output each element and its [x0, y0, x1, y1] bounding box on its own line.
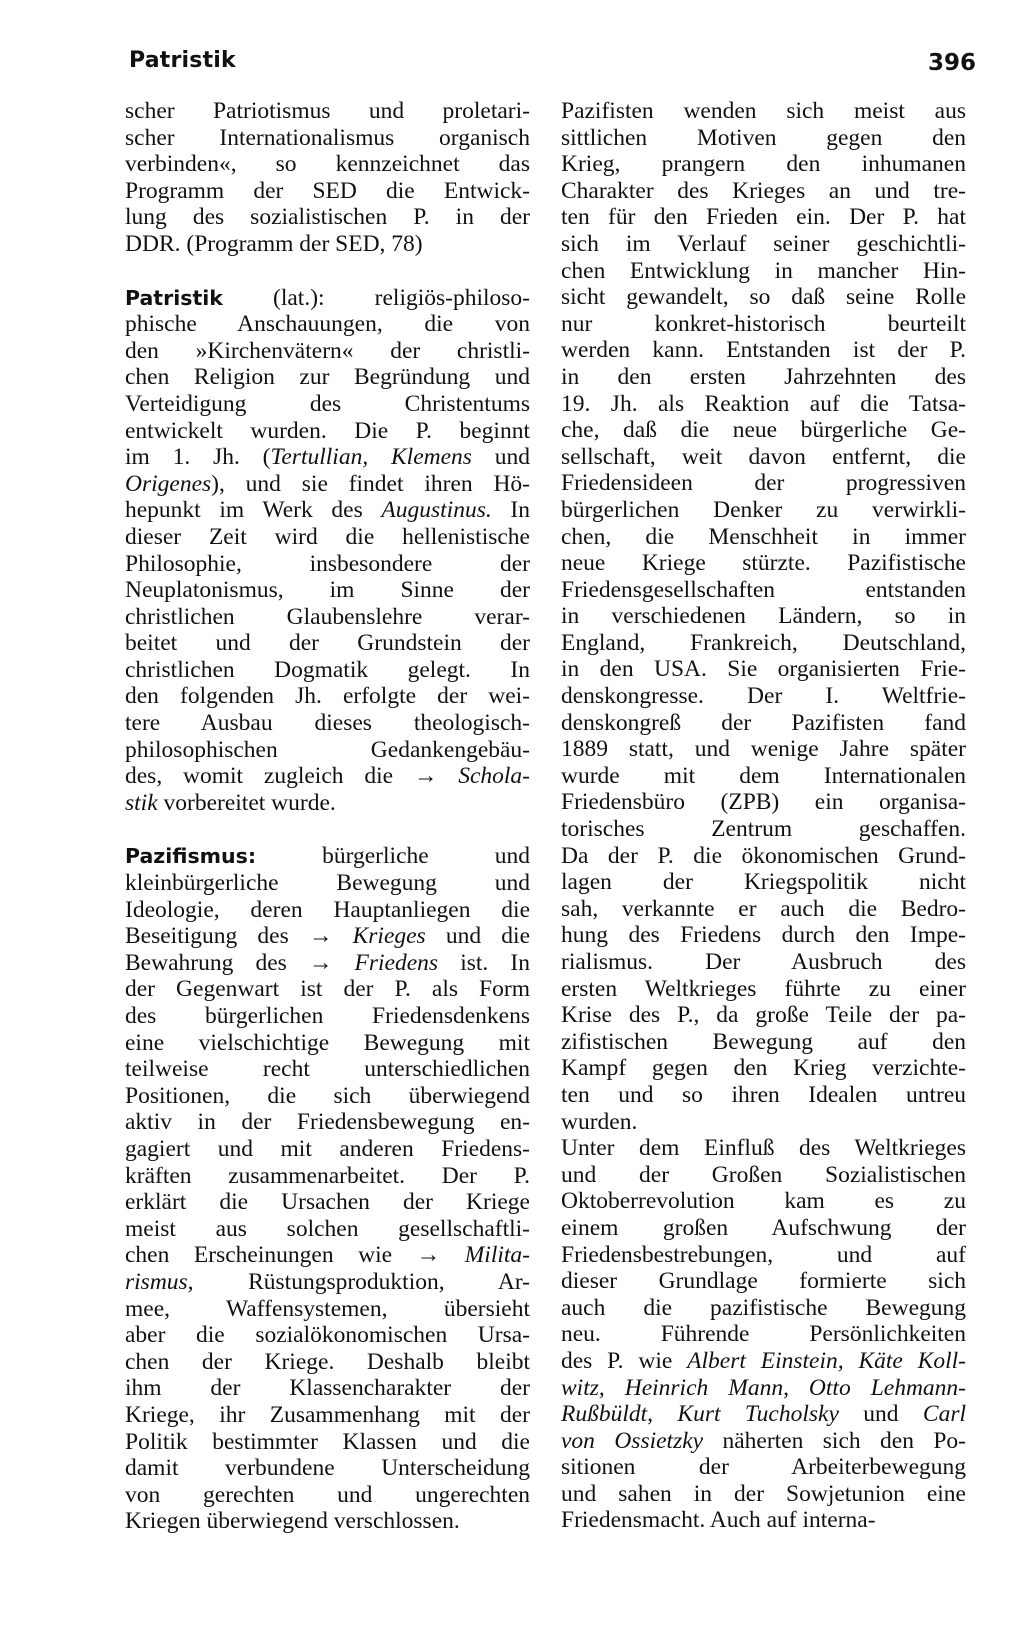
text-line [125, 524, 530, 551]
italic-reference: Friedens [354, 949, 439, 976]
text-line [561, 151, 966, 178]
text-line [125, 1216, 530, 1243]
text-line [125, 1455, 530, 1482]
text-run: eine vielschichtige Bewegung mit [125, 1029, 530, 1056]
text-line [125, 950, 530, 977]
text-line [561, 524, 966, 551]
text-run: werden kann. Entstanden ist der P. [561, 337, 966, 364]
text-run: dieser Grundlage formierte sich [561, 1268, 966, 1295]
text-line [561, 976, 966, 1003]
text-line [125, 497, 530, 524]
text-line [561, 869, 966, 896]
text-line [561, 922, 966, 949]
text-line [125, 178, 530, 205]
text-line [125, 1482, 530, 1509]
text-run: ihm der Klassencharakter der [125, 1375, 530, 1402]
text-line [561, 550, 966, 577]
text-line [561, 178, 966, 205]
text-run: Friedensbestrebungen, und auf [561, 1241, 966, 1268]
text-line [561, 1348, 966, 1375]
text-run: christlichen Glaubenslehre verar- [125, 603, 530, 630]
text-line [125, 1296, 530, 1323]
italic-reference: Albert Einstein, Käte Koll- [687, 1347, 966, 1374]
text-line [125, 870, 530, 897]
text-line [561, 1109, 966, 1136]
text-line [125, 897, 530, 924]
text-line [125, 1349, 530, 1376]
text-line [561, 656, 966, 683]
text-line [561, 603, 966, 630]
text-line [125, 311, 530, 338]
text-line [125, 737, 530, 764]
text-run: kleinbürgerliche Bewegung und [125, 870, 530, 897]
text-line [561, 311, 966, 338]
text-run: (lat.): religiös-philoso- [222, 284, 530, 311]
text-line [125, 657, 530, 684]
text-line [125, 1242, 530, 1269]
text-run: sittlichen Motiven gegen den [561, 124, 966, 151]
paragraph-gap [125, 258, 530, 285]
text-line [125, 1322, 530, 1349]
left-column [125, 98, 530, 1535]
text-run: hepunkt im Werk des [125, 497, 382, 524]
text-run: kräften zusammenarbeitet. Der P. [125, 1162, 530, 1189]
text-run: ist. In [438, 949, 530, 976]
text-line [125, 843, 530, 870]
text-line [561, 1162, 966, 1189]
text-run: Friedensideen der progressiven [561, 470, 966, 497]
text-run: phische Anschauungen, die von [125, 311, 530, 338]
text-run: einem großen Aufschwung der [561, 1214, 966, 1241]
italic-reference: Rußbüldt, Kurt Tucholsky [561, 1401, 839, 1428]
entry-headword: Patristik [125, 285, 223, 310]
text-line [561, 391, 966, 418]
text-line [125, 151, 530, 178]
text-run: che, daß die neue bürgerliche Ge- [561, 417, 966, 444]
text-line [125, 285, 530, 312]
text-run: lung des sozialistischen P. in der [125, 204, 530, 231]
text-run: dieser Zeit wird die hellenistische [125, 523, 530, 550]
text-run: Neuplatonismus, im Sinne der [125, 577, 530, 604]
text-run: wurden. [561, 1108, 638, 1135]
text-run: des, womit zugleich die → [125, 763, 459, 790]
text-line [125, 976, 530, 1003]
text-line [561, 710, 966, 737]
italic-reference: stik [125, 789, 158, 816]
text-run: gagiert und mit anderen Friedens- [125, 1135, 530, 1162]
text-line [561, 1295, 966, 1322]
text-run: Positionen, die sich überwiegend [125, 1082, 530, 1109]
text-line [561, 1215, 966, 1242]
text-line [125, 577, 530, 604]
text-run: chen Religion zur Begründung und [125, 364, 530, 391]
text-run: In [491, 497, 530, 524]
text-run: philosophischen Gedankengebäu- [125, 736, 530, 763]
text-line [561, 98, 966, 125]
text-run: Friedensgesellschaften entstanden [561, 576, 966, 603]
text-run: England, Frankreich, Deutschland, [561, 629, 966, 656]
text-run: nur konkret-historisch beurteilt [561, 310, 966, 337]
text-run: in verschiedenen Ländern, so in [561, 603, 966, 630]
text-run: ersten Weltkrieges führte zu einer [561, 975, 966, 1002]
text-run: Bewahrung des → [125, 949, 355, 976]
text-line [561, 337, 966, 364]
text-run: Krieg, prangern den inhumanen [561, 151, 966, 178]
text-run: neu. Führende Persönlichkeiten [561, 1321, 966, 1348]
text-run: Kampf gegen den Krieg verzichte- [561, 1055, 966, 1082]
text-run: vorbereitet wurde. [157, 789, 336, 816]
text-line [561, 763, 966, 790]
text-line [561, 1055, 966, 1082]
italic-reference: rismus, [125, 1268, 194, 1295]
text-line [561, 843, 966, 870]
text-run: Da der P. die ökonomischen Grund- [561, 842, 966, 869]
text-run: Beseitigung des → [125, 923, 353, 950]
text-line [561, 470, 966, 497]
italic-reference: Origenes [125, 470, 212, 497]
text-run: des P. wie [561, 1347, 688, 1374]
italic-reference: Krieges [352, 923, 426, 950]
text-line [561, 231, 966, 258]
text-line [561, 1268, 966, 1295]
text-run: entwickelt wurden. Die P. beginnt [125, 417, 530, 444]
text-run: scher Internationalismus organisch [125, 124, 530, 151]
right-column [561, 98, 966, 1534]
text-line [561, 736, 966, 763]
text-line [561, 1481, 966, 1508]
text-line [125, 1030, 530, 1057]
text-run: bürgerlichen Denker zu verwirkli- [561, 496, 966, 523]
text-line [561, 444, 966, 471]
text-run: tere Ausbau dieses theologisch- [125, 710, 530, 737]
text-line [561, 1375, 966, 1402]
text-run: 19. Jh. als Reaktion auf die Tatsa- [561, 390, 966, 417]
text-run: Rüstungsproduktion, Ar- [193, 1268, 530, 1295]
text-run: sicht gewandelt, so daß seine Rolle [561, 284, 966, 311]
text-line [125, 364, 530, 391]
paragraph-gap [125, 816, 530, 843]
text-run: Ideologie, deren Hauptanliegen die [125, 896, 530, 923]
text-run: scher Patriotismus und proletari- [125, 98, 530, 124]
text-line [125, 1003, 530, 1030]
text-run: Verteidigung des Christentums [125, 390, 530, 417]
text-run: Oktoberrevolution kam es zu [561, 1188, 966, 1215]
text-line [125, 418, 530, 445]
entry-headword: Pazifismus: [125, 844, 257, 869]
text-run: ), und sie findet ihren Hö- [211, 470, 530, 497]
text-run: und der Großen Sozialistischen [561, 1161, 966, 1188]
text-run: denskongreß der Pazifisten fand [561, 709, 966, 736]
text-line [125, 683, 530, 710]
text-line [561, 258, 966, 285]
text-run: aktiv in der Friedensbewegung en- [125, 1109, 530, 1136]
page-number: 396 [927, 50, 976, 76]
text-run: 1889 statt, und wenige Jahre später [561, 736, 966, 763]
text-line [561, 364, 966, 391]
text-line [561, 896, 966, 923]
text-run: christlichen Dogmatik gelegt. In [125, 656, 530, 683]
text-run: Unter dem Einfluß des Weltkrieges [561, 1135, 966, 1162]
text-run: meist aus solchen gesellschaftli- [125, 1215, 530, 1242]
text-line [125, 710, 530, 737]
text-line [125, 125, 530, 152]
text-line [561, 1029, 966, 1056]
text-line [125, 604, 530, 631]
text-line [125, 1109, 530, 1136]
text-run: chen, die Menschheit in immer [561, 523, 966, 550]
running-head: Patristik [129, 48, 236, 73]
text-line [561, 789, 966, 816]
text-line [561, 417, 966, 444]
italic-reference: von Ossietzky [561, 1427, 704, 1454]
text-run: sitionen der Arbeiterbewegung [561, 1454, 966, 1481]
text-line [125, 630, 530, 657]
text-run: Charakter des Krieges an und tre- [561, 177, 966, 204]
text-run: sah, verkannte er auch die Bedro- [561, 895, 966, 922]
text-run: sich im Verlauf seiner geschichtli- [561, 230, 966, 257]
text-run: des bürgerlichen Friedensdenkens [125, 1003, 530, 1029]
text-line [561, 1135, 966, 1162]
text-line [561, 630, 966, 657]
text-run: und die [425, 923, 530, 950]
text-run: neue Kriege stürzte. Pazifistische [561, 550, 966, 577]
text-run: hung des Friedens durch den Impe- [561, 922, 966, 949]
text-run: den »Kirchenvätern« der christli- [125, 337, 530, 364]
text-line [561, 204, 966, 231]
text-run: Programm der SED die Entwick- [125, 177, 530, 204]
text-run: chen der Kriege. Deshalb bleibt [125, 1348, 530, 1375]
text-line [125, 471, 530, 498]
italic-reference: witz, Heinrich Mann, Otto Lehmann- [561, 1374, 966, 1401]
text-line [125, 391, 530, 418]
text-line [125, 98, 530, 125]
text-line [561, 125, 966, 152]
text-line [561, 683, 966, 710]
text-line [125, 1163, 530, 1190]
italic-reference: Augustinus. [381, 497, 492, 524]
text-line [125, 1375, 530, 1402]
text-line [561, 284, 966, 311]
text-run: damit verbundene Unterscheidung [125, 1455, 530, 1482]
text-run: Pazifisten wenden sich meist aus [561, 98, 966, 124]
italic-reference: Carl [922, 1401, 967, 1428]
text-line [561, 1428, 966, 1455]
text-run: und sahen in der Sowjetunion eine [561, 1480, 966, 1507]
text-run: Friedensmacht. Auch auf interna- [561, 1507, 876, 1534]
text-line [561, 816, 966, 843]
text-run: den folgenden Jh. erfolgte der wei- [125, 683, 530, 710]
text-run: lagen der Kriegspolitik nicht [561, 869, 966, 896]
text-line [125, 923, 530, 950]
text-run: Friedensbüro (ZPB) ein organisa- [561, 789, 966, 816]
text-line [125, 444, 530, 471]
text-run: torisches Zentrum geschaffen. [561, 816, 966, 843]
text-line [125, 231, 530, 258]
italic-reference: Tertullian, Klemens [270, 444, 472, 471]
text-run: denskongresse. Der I. Weltfrie- [561, 683, 966, 710]
text-run: in den USA. Sie organisierten Frie- [561, 656, 966, 683]
text-line [561, 1507, 966, 1534]
text-line [561, 1002, 966, 1029]
text-run: und [471, 444, 531, 471]
text-run: Kriege, ihr Zusammenhang mit der [125, 1401, 530, 1428]
text-line [125, 1056, 530, 1083]
text-run: mee, Waffensystemen, übersieht [125, 1295, 530, 1322]
italic-reference: Schola- [458, 763, 530, 790]
text-run: in den ersten Jahrzehnten des [561, 363, 966, 390]
text-run: zifistischen Bewegung auf den [561, 1028, 966, 1055]
italic-reference: Milita- [464, 1242, 530, 1269]
text-line [561, 949, 966, 976]
text-line [561, 1401, 966, 1428]
text-line [125, 1136, 530, 1163]
text-run: teilweise recht unterschiedlichen [125, 1056, 530, 1083]
text-run: Krise des P., da große Teile der pa- [561, 1002, 966, 1029]
text-run: näherten sich den Po- [703, 1427, 967, 1454]
text-line [561, 1454, 966, 1481]
text-line [561, 1188, 966, 1215]
text-run: ten und so ihren Idealen untreu [561, 1081, 966, 1108]
text-line [125, 1508, 530, 1535]
text-line [561, 577, 966, 604]
text-line [125, 1402, 530, 1429]
text-run: aber die sozialökonomischen Ursa- [125, 1322, 530, 1349]
text-run: ten für den Frieden ein. Der P. hat [561, 204, 966, 231]
text-run: chen Erscheinungen wie → [125, 1242, 465, 1269]
text-line [125, 790, 530, 817]
text-run: Kriegen überwiegend verschlossen. [125, 1508, 460, 1535]
text-run: bürgerliche und [256, 843, 530, 870]
text-line [561, 497, 966, 524]
text-run: der Gegenwart ist der P. als Form [125, 976, 530, 1003]
text-run: wurde mit dem Internationalen [561, 762, 966, 789]
text-line [561, 1082, 966, 1109]
text-run: Philosophie, insbesondere der [125, 550, 530, 577]
text-line [125, 763, 530, 790]
text-run: und [838, 1401, 923, 1428]
text-run: DDR. (Programm der SED, 78) [125, 230, 423, 257]
text-line [561, 1321, 966, 1348]
text-line [125, 204, 530, 231]
text-run: erklärt die Ursachen der Kriege [125, 1189, 530, 1216]
text-run: sellschaft, weit davon entfernt, die [561, 443, 966, 470]
text-line [125, 1429, 530, 1456]
text-run: rialismus. Der Ausbruch des [561, 949, 966, 975]
text-run: chen Entwicklung in mancher Hin- [561, 257, 966, 284]
text-run: Politik bestimmter Klassen und die [125, 1428, 530, 1455]
text-line [125, 338, 530, 365]
text-run: beitet und der Grundstein der [125, 630, 530, 657]
text-run: verbinden«, so kennzeichnet das [125, 151, 530, 178]
text-line [561, 1242, 966, 1269]
text-run: im 1. Jh. ( [125, 444, 271, 471]
text-line [125, 551, 530, 578]
text-run: auch die pazifistische Bewegung [561, 1294, 966, 1321]
text-line [125, 1083, 530, 1110]
text-line [125, 1189, 530, 1216]
text-line [125, 1269, 530, 1296]
text-run: von gerechten und ungerechten [125, 1481, 530, 1508]
